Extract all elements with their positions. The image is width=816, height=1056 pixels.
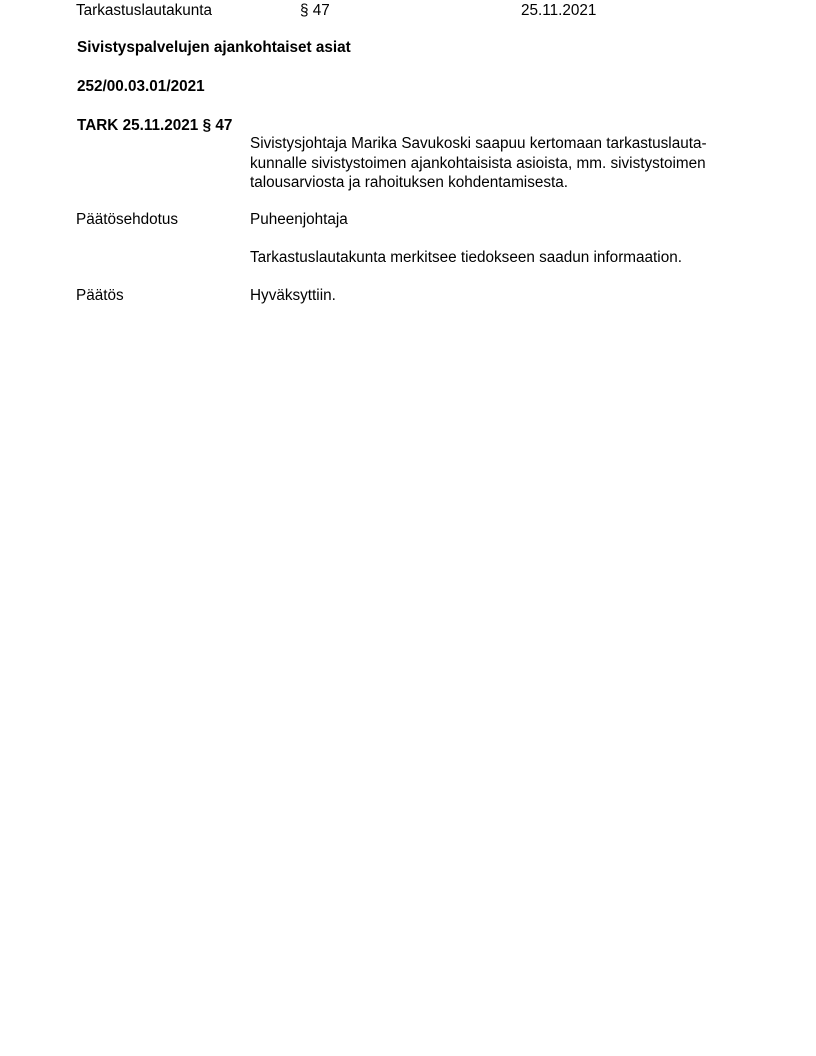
proposal-text: Tarkastuslautakunta merkitsee tiedokseen saadun informaation.: [250, 249, 682, 266]
header-section: § 47: [300, 2, 330, 19]
proposal-label: Päätösehdotus: [76, 211, 179, 228]
header-body-name: Tarkastuslautakunta: [76, 2, 213, 19]
proposal-proposer: Puheenjohtaja: [250, 211, 348, 228]
header-date: 25.11.2021: [521, 2, 597, 19]
description-line: talousarviosta ja rahoituksen kohdentamisesta.: [250, 174, 569, 191]
description-paragraph: [250, 134, 750, 193]
decision-label: Päätös: [76, 287, 124, 304]
description-line: Sivistysjohtaja Marika Savukoski saapuu kertomaan tarkastuslauta-: [250, 135, 707, 152]
meeting-reference: TARK 25.11.2021 § 47: [77, 117, 233, 134]
document-title: Sivistyspalvelujen ajankohtaiset asiat: [77, 39, 351, 56]
record-number: 252/00.03.01/2021: [77, 78, 205, 95]
description-line: kunnalle sivistystoimen ajankohtaisista asioista, mm. sivistystoimen: [250, 154, 706, 172]
decision-text: Hyväksyttiin.: [250, 287, 336, 304]
